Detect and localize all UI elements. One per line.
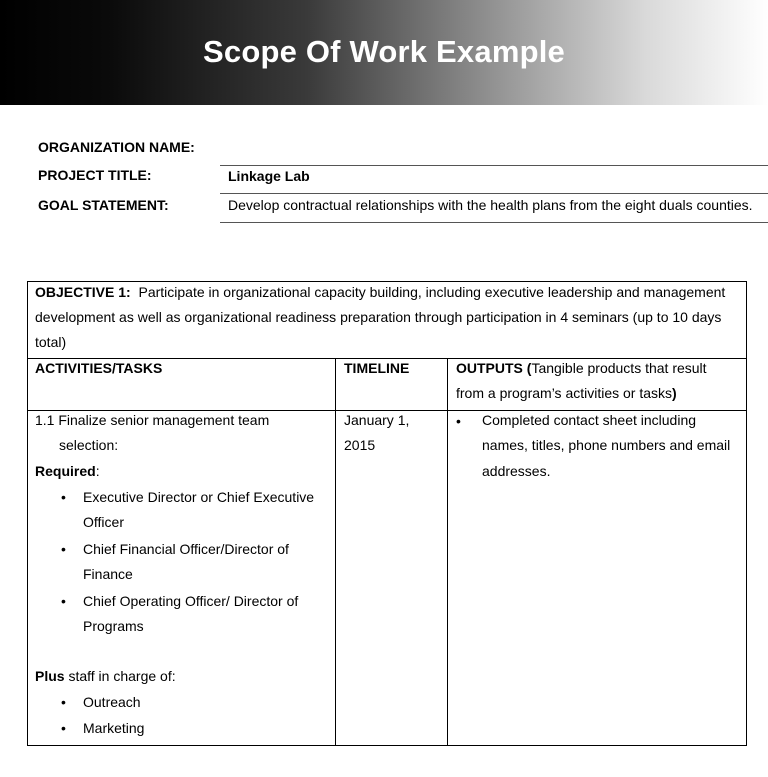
field-divider xyxy=(220,193,768,194)
field-divider xyxy=(220,165,768,166)
list-item: Marketing xyxy=(83,720,145,736)
list-item: Chief Operating Officer/ Director of xyxy=(83,593,299,609)
list-item: Programs xyxy=(83,618,144,634)
outputs-header-desc: from a program’s activities or tasks xyxy=(456,385,673,401)
objective-text: total) xyxy=(35,334,67,350)
required-label: Required xyxy=(35,463,96,479)
task-item: 1.1 Finalize senior management team xyxy=(35,412,270,428)
field-divider xyxy=(220,222,768,223)
plus-text: staff in charge of: xyxy=(64,668,176,684)
task-item: selection: xyxy=(59,437,119,453)
table-column-divider xyxy=(447,358,448,746)
scope-of-work-table xyxy=(27,281,747,746)
bullet-icon: • xyxy=(61,489,66,505)
project-title-label: PROJECT TITLE: xyxy=(38,167,152,183)
title-banner xyxy=(0,0,768,105)
objective-text: development as well as organizational readiness preparation through participation in 4 seminars (up to 10 days xyxy=(35,309,722,325)
organization-name-label: ORGANIZATION NAME: xyxy=(38,139,195,155)
objective-label: OBJECTIVE 1: xyxy=(35,284,131,300)
goal-statement-value: Develop contractual relationships with the health plans from the eight duals counties. xyxy=(228,197,753,213)
goal-statement-label: GOAL STATEMENT: xyxy=(38,197,169,213)
required-colon: : xyxy=(95,463,100,479)
objective-text: Participate in organizational capacity building, including executive leadership and management xyxy=(138,284,726,300)
outputs-header xyxy=(456,381,677,407)
page-title: Scope Of Work Example xyxy=(203,34,565,69)
list-item: Chief Financial Officer/Director of xyxy=(83,541,289,557)
outputs-header-desc: Tangible products that result xyxy=(531,360,707,376)
output-item: addresses. xyxy=(482,463,551,479)
project-title-value: Linkage Lab xyxy=(228,168,310,184)
bullet-icon: • xyxy=(61,541,66,557)
plus-label: Plus xyxy=(35,668,65,684)
timeline-value: January 1, xyxy=(344,412,410,428)
objective-row xyxy=(35,280,725,306)
output-item: names, titles, phone numbers and email xyxy=(482,437,731,453)
list-item: Outreach xyxy=(83,694,141,710)
list-item: Finance xyxy=(83,566,133,582)
bullet-icon: • xyxy=(456,413,461,429)
bullet-icon: • xyxy=(61,593,66,609)
outputs-header xyxy=(456,356,707,382)
list-item: Executive Director or Chief Executive xyxy=(83,489,315,505)
plus-heading xyxy=(35,664,176,690)
activities-header: ACTIVITIES/TASKS xyxy=(35,360,163,376)
timeline-header: TIMELINE xyxy=(344,360,410,376)
outputs-header-close: ) xyxy=(672,385,677,401)
table-column-divider xyxy=(335,358,336,746)
required-heading xyxy=(35,459,100,485)
bullet-icon: • xyxy=(61,720,66,736)
outputs-header-label: OUTPUTS ( xyxy=(456,360,532,376)
bullet-icon: • xyxy=(61,694,66,710)
list-item: Officer xyxy=(83,514,124,530)
output-item: Completed contact sheet including xyxy=(482,412,697,428)
timeline-value: 2015 xyxy=(344,437,376,453)
